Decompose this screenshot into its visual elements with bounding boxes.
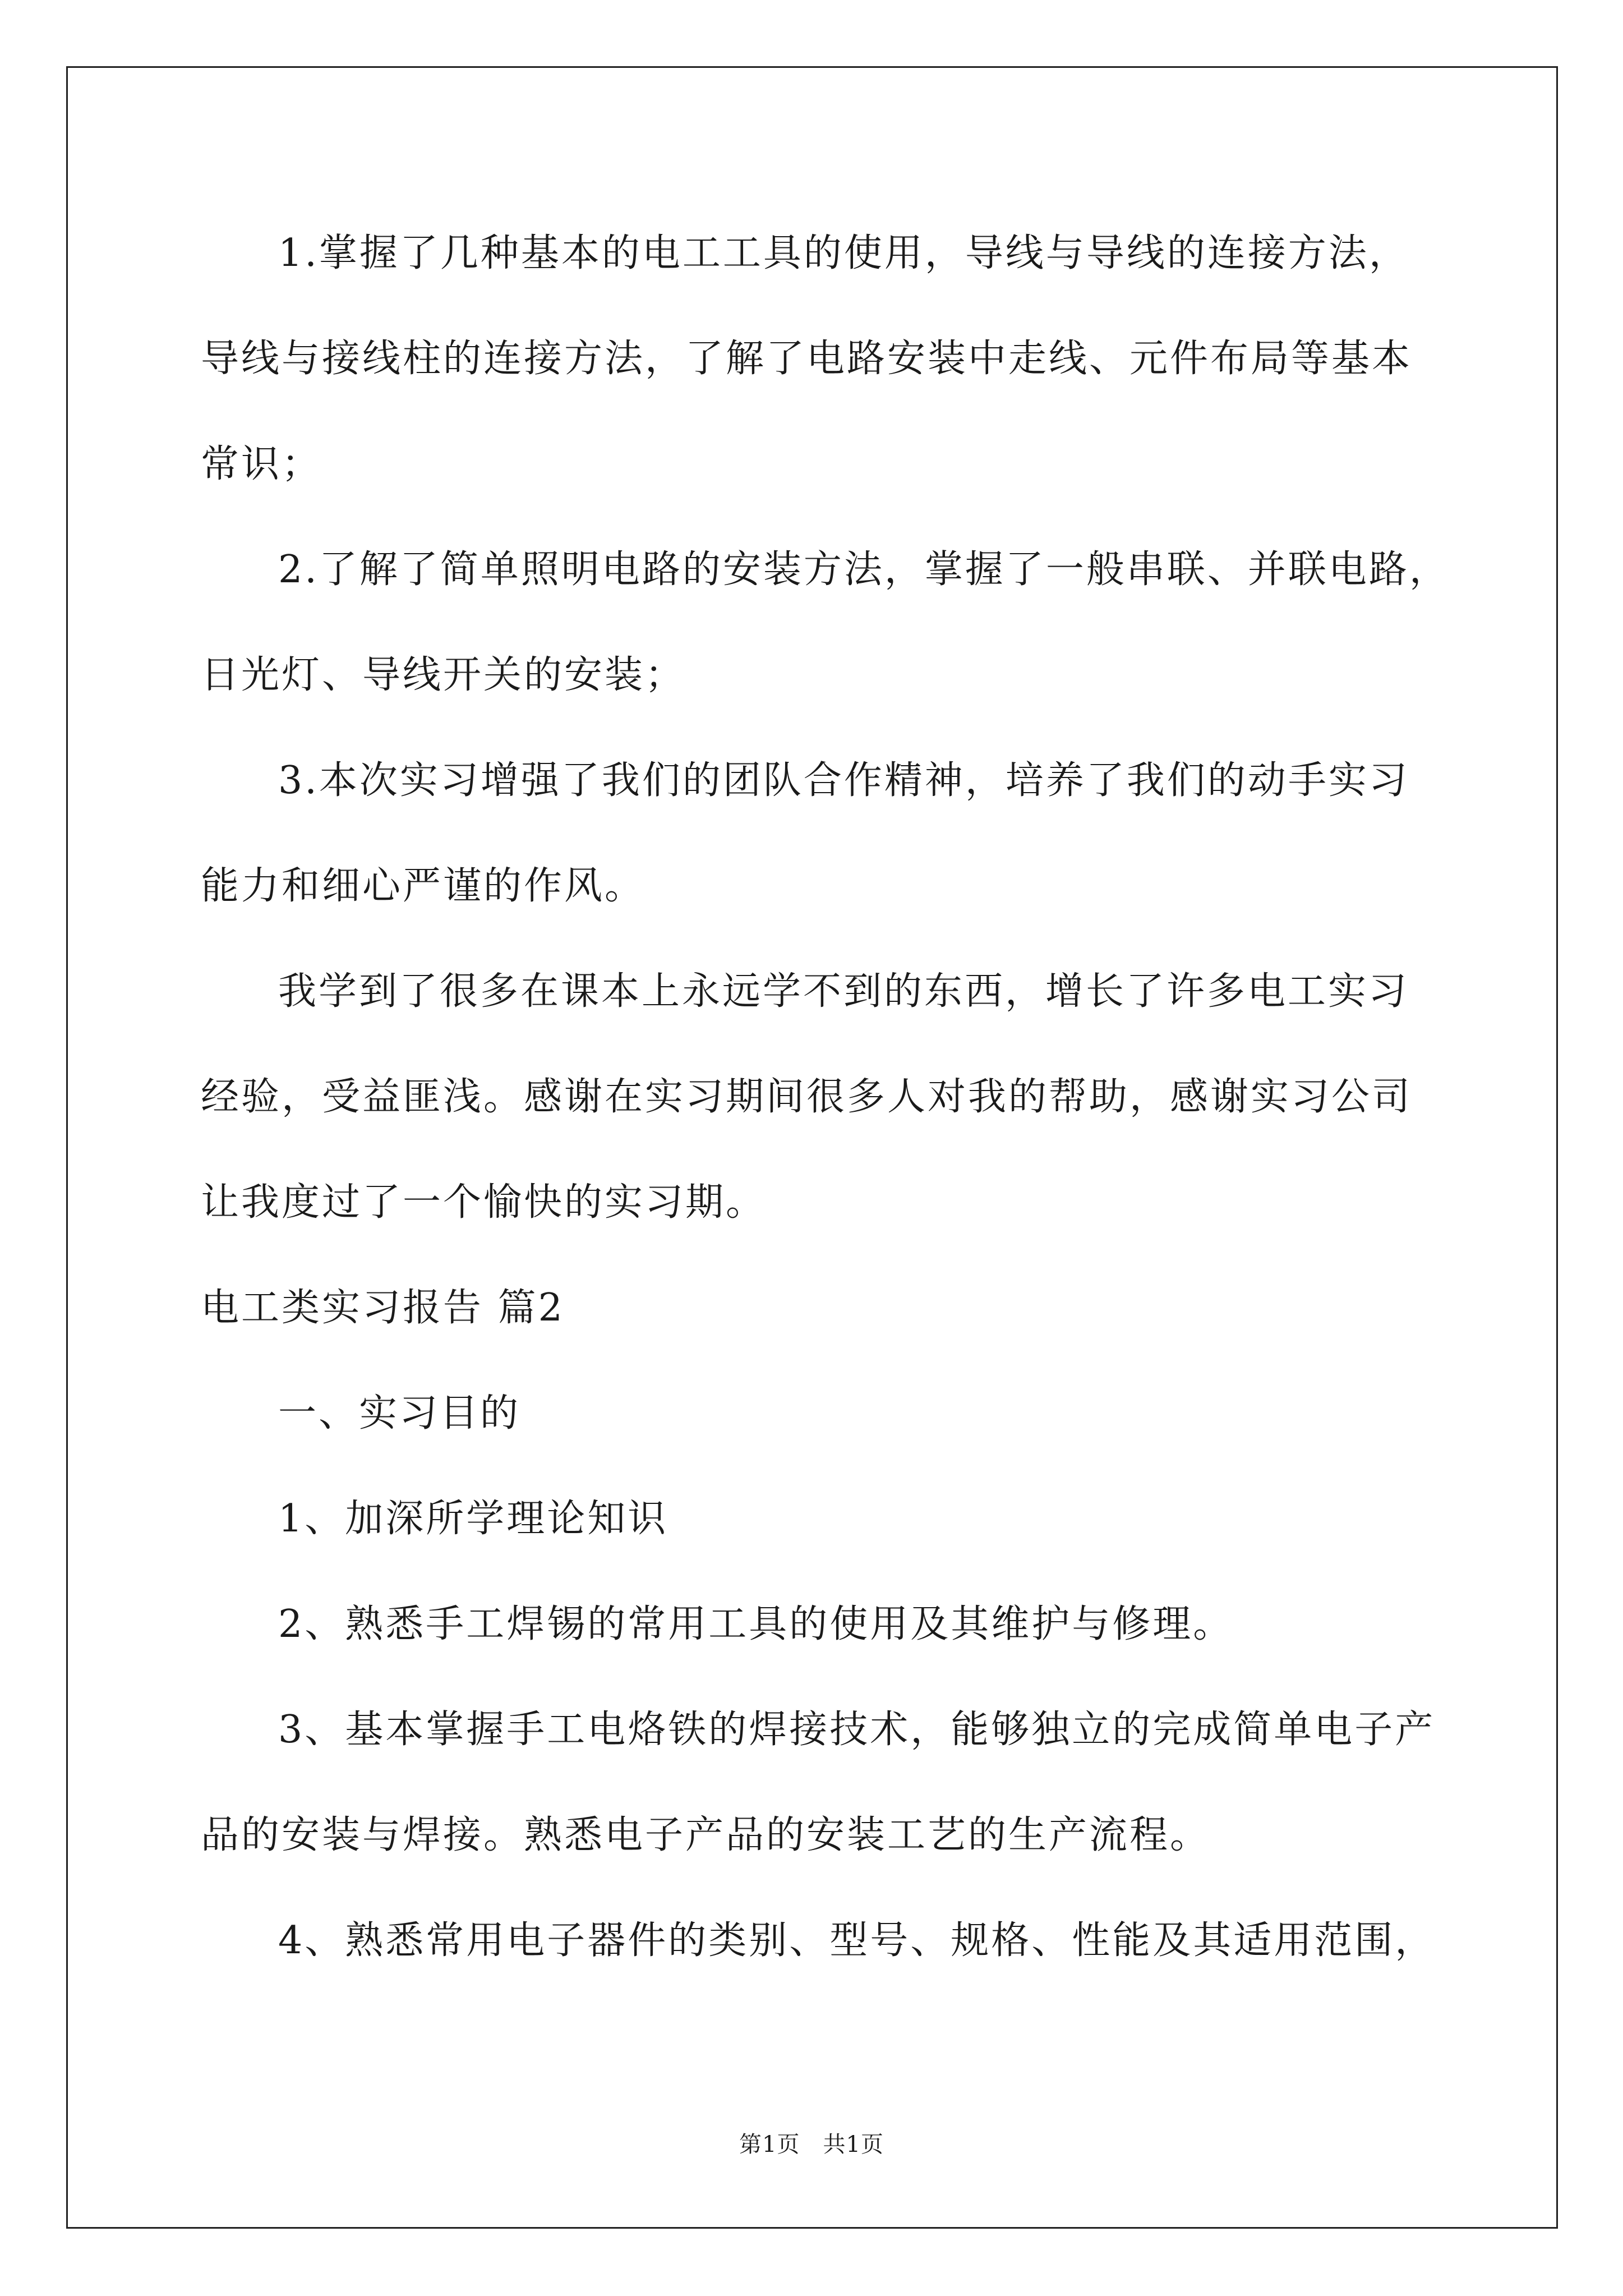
- paragraph-line: 常识；: [201, 442, 322, 486]
- page-border: [66, 66, 1558, 2229]
- paragraph-line: 4、熟悉常用电子器件的类别、型号、规格、性能及其适用范围，: [278, 1918, 1436, 1963]
- paragraph-line: 我学到了很多在课本上永远学不到的东西，增长了许多电工实习: [278, 969, 1409, 1014]
- paragraph-line: 导线与接线柱的连接方法，了解了电路安装中走线、元件布局等基本: [201, 337, 1413, 381]
- paragraph-line: 让我度过了一个愉快的实习期。: [201, 1180, 767, 1225]
- paragraph-line: 品的安装与焊接。熟悉电子产品的安装工艺的生产流程。: [201, 1813, 1211, 1857]
- paragraph-line: 能力和细心严谨的作风。: [201, 864, 645, 908]
- paragraph-line: 2、熟悉手工焊锡的常用工具的使用及其维护与修理。: [278, 1602, 1234, 1646]
- paragraph-line: 经验，受益匪浅。感谢在实习期间很多人对我的帮助，感谢实习公司: [201, 1075, 1413, 1119]
- paragraph-line: 2.了解了简单照明电路的安装方法，掌握了一般串联、并联电路，: [278, 547, 1450, 592]
- paragraph-line: 1.掌握了几种基本的电工工具的使用，导线与导线的连接方法，: [278, 231, 1409, 275]
- paragraph-line: 一、实习目的: [278, 1391, 521, 1435]
- page-number: 第1页 共1页: [739, 2132, 884, 2157]
- section-heading: 电工类实习报告 篇2: [201, 1286, 565, 1330]
- paragraph-line: 3.本次实习增强了我们的团队合作精神，培养了我们的动手实习: [278, 758, 1409, 803]
- paragraph-line: 1、加深所学理论知识: [278, 1497, 668, 1541]
- paragraph-line: 3、基本掌握手工电烙铁的焊接技术，能够独立的完成简单电子产: [278, 1708, 1436, 1752]
- paragraph-line: 日光灯、导线开关的安装；: [201, 653, 686, 697]
